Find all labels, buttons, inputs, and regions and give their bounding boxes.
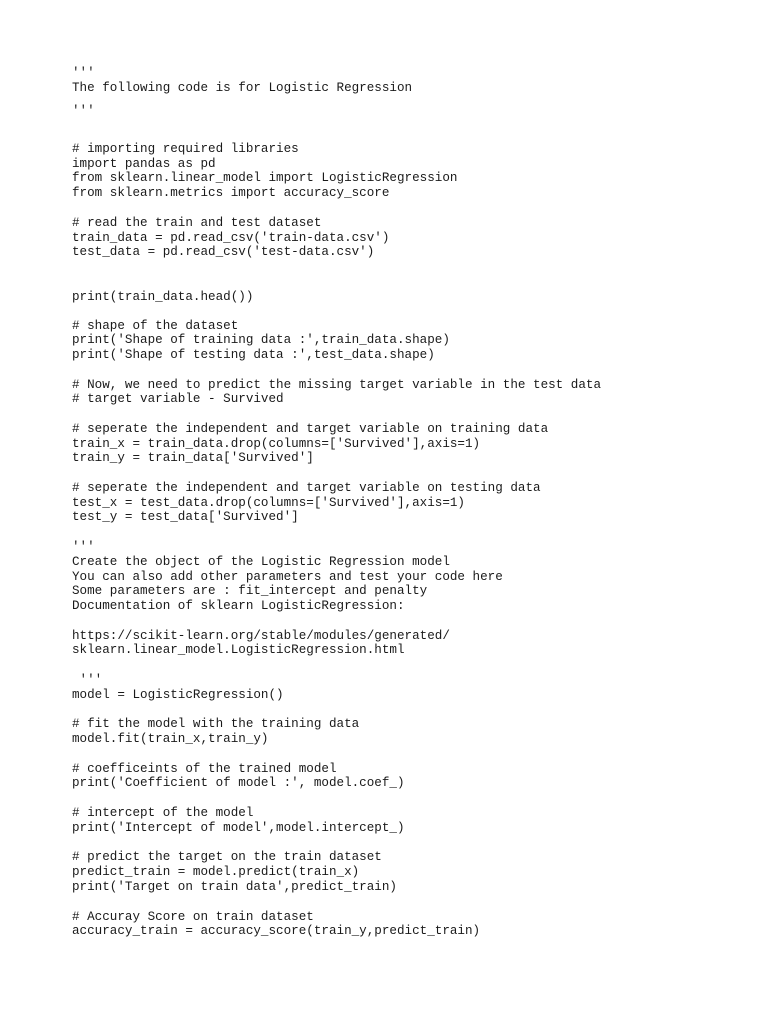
code-block-train-split xyxy=(72,422,752,466)
code-line: predict_train = model.predict(train_x) xyxy=(72,865,360,880)
code-line: test_x = test_data.drop(columns=['Survived'],axis=1) xyxy=(72,495,465,510)
code-block-read-data xyxy=(72,216,752,260)
code-line: Some parameters are : fit_intercept and penalty xyxy=(72,584,428,599)
code-block-predict-train xyxy=(72,850,752,894)
code-line: model = LogisticRegression() xyxy=(72,687,284,702)
code-block-fit xyxy=(72,717,752,746)
code-line: print('Intercept of model',model.intercept_) xyxy=(72,820,405,835)
code-comment: # read the train and test dataset xyxy=(72,215,322,230)
code-line: Create the object of the Logistic Regression model xyxy=(72,554,450,569)
code-block-imports xyxy=(72,142,752,201)
code-comment: # Now, we need to predict the missing target variable in the test data xyxy=(72,377,602,392)
code-block-test-split xyxy=(72,481,752,525)
code-block-shape xyxy=(72,319,752,363)
code-comment: # fit the model with the training data xyxy=(72,717,360,732)
code-line: print('Target on train data',predict_train) xyxy=(72,879,397,894)
code-block-docstring-close xyxy=(72,104,752,119)
code-block-model-create xyxy=(72,673,752,702)
code-line: ''' xyxy=(72,66,95,80)
code-line: train_y = train_data['Survived'] xyxy=(72,451,314,466)
code-comment: # Accuray Score on train dataset xyxy=(72,909,314,924)
code-comment: # coefficeints of the trained model xyxy=(72,761,337,776)
code-line: from sklearn.linear_model import LogisticRegression xyxy=(72,171,458,186)
code-block-docstring-open xyxy=(72,66,752,95)
code-block-accuracy xyxy=(72,910,752,939)
code-line: ''' xyxy=(72,540,95,555)
code-block-head xyxy=(72,290,752,305)
code-line: import pandas as pd xyxy=(72,156,216,171)
code-line: model.fit(train_x,train_y) xyxy=(72,732,269,746)
code-line: print('Shape of training data :',train_data.shape) xyxy=(72,333,450,348)
code-line: accuracy_train = accuracy_score(train_y,predict_train) xyxy=(72,924,481,939)
code-line: print('Shape of testing data :',test_data.shape) xyxy=(72,347,435,362)
code-comment: # importing required libraries xyxy=(72,142,299,157)
code-block-model-docstring xyxy=(72,540,752,613)
code-line: ''' xyxy=(72,104,95,119)
code-line: train_data = pd.read_csv('train-data.csv') xyxy=(72,230,390,245)
code-block-coef xyxy=(72,762,752,791)
code-line: print('Coefficient of model :', model.coef_) xyxy=(72,776,405,791)
code-line: print(train_data.head()) xyxy=(72,289,254,304)
code-comment: # shape of the dataset xyxy=(72,318,239,333)
code-line: test_data = pd.read_csv('test-data.csv') xyxy=(72,245,375,260)
code-comment: # target variable - Survived xyxy=(72,392,284,407)
code-line: You can also add other parameters and test your code here xyxy=(72,569,503,584)
code-line: ''' xyxy=(72,672,103,687)
doc-url-line: https://scikit-learn.org/stable/modules/generated/ xyxy=(72,628,450,643)
code-line: train_x = train_data.drop(columns=['Survived'],axis=1) xyxy=(72,436,481,451)
code-line: test_y = test_data['Survived'] xyxy=(72,510,299,525)
code-comment: # intercept of the model xyxy=(72,806,254,821)
code-line: from sklearn.metrics import accuracy_score xyxy=(72,186,390,201)
code-comment: # seperate the independent and target variable on training data xyxy=(72,422,549,436)
code-block-doc-url xyxy=(72,629,752,658)
code-document xyxy=(72,66,752,939)
code-line: The following code is for Logistic Regression xyxy=(72,80,413,95)
code-comment: # seperate the independent and target variable on testing data xyxy=(72,481,541,496)
code-comment: # predict the target on the train dataset xyxy=(72,850,382,865)
code-block-intercept xyxy=(72,806,752,835)
code-block-predict-note xyxy=(72,378,752,407)
doc-url-line: sklearn.linear_model.LogisticRegression.html xyxy=(72,643,405,658)
code-line: Documentation of sklearn LogisticRegression: xyxy=(72,598,405,613)
